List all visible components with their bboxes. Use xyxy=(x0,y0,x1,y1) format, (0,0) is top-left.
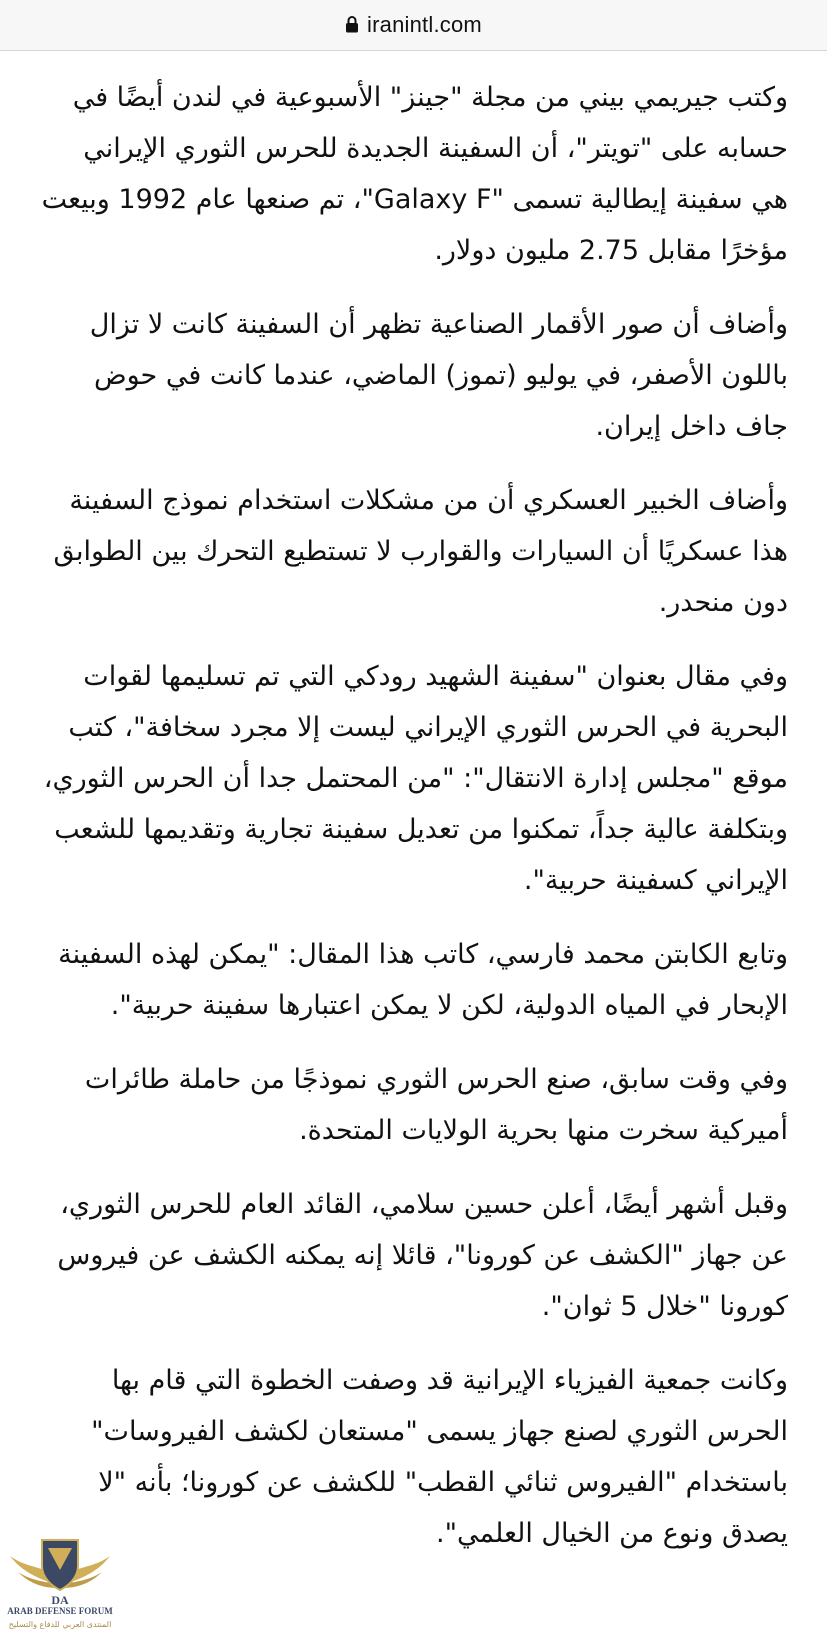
article-paragraph: وتابع الكابتن محمد فارسي، كاتب هذا المقال: "يمكن لهذه السفينة الإبحار في المياه الدولية، لكن لا يمكن اعتبارها سفينة حربية". xyxy=(58,939,788,1021)
address-bar[interactable] xyxy=(0,0,827,51)
watermark-logo xyxy=(4,1526,116,1638)
watermark-title: ARAB DEFENSE FORUM xyxy=(7,1606,113,1616)
article-paragraph: وأضاف الخبير العسكري أن من مشكلات استخدام نموذج السفينة هذا عسكريًا أن السيارات والقوارب لا تستطيع التحرك بين الطوابق دون منحدر. xyxy=(53,485,788,618)
arab-defense-forum-logo xyxy=(4,1526,116,1606)
watermark-subtitle: المنتدى العربي للدفاع والتسليح xyxy=(8,1620,112,1629)
article-paragraph: وكتب جيريمي بيني من مجلة "جينز" الأسبوعية في لندن أيضًا في حسابه على "تويتر"، أن السفينة الجديدة للحرس الثوري الإيراني هي سفينة إيطالية تسمى "Galaxy F"، تم صنعها عام 1992 وبيعت مؤخرًا مقابل 2.75 مليون دولار. xyxy=(41,82,788,266)
article-paragraph: وكانت جمعية الفيزياء الإيرانية قد وصفت الخطوة التي قام بها الحرس الثوري لصنع جهاز يسمى "مستعان لكشف الفيروسات" باستخدام "الفيروس ثنائي القطب" للكشف عن كورونا؛ بأنه "لا يصدق ونوع من الخيال العلمي". xyxy=(91,1365,788,1549)
lock-icon xyxy=(345,15,359,33)
article-paragraph: وأضاف أن صور الأقمار الصناعية تظهر أن السفينة كانت لا تزال باللون الأصفر، في يوليو (تموز) الماضي، عندما كانت في حوض جاف داخل إيران. xyxy=(89,309,788,442)
article-paragraph: وفي مقال بعنوان "سفينة الشهيد رودكي التي تم تسليمها لقوات البحرية في الحرس الثوري الإيراني ليست إلا مجرد سخافة"، كتب موقع "مجلس إدارة الانتقال": "من المحتمل جدا أن الحرس الثوري، وبتكلفة عالية جداً، تمكنوا من تعديل سفينة تجارية وتقديمها للشعب الإيراني كسفينة حربية". xyxy=(43,661,788,896)
url-text[interactable]: iranintl.com xyxy=(367,12,482,37)
article-paragraph: وقبل أشهر أيضًا، أعلن حسين سلامي، القائد العام للحرس الثوري، عن جهاز "الكشف عن كورونا"، قائلا إنه يمكنه الكشف عن فيروس كورونا "خلال 5 ثوان". xyxy=(57,1189,788,1322)
article-paragraph: وفي وقت سابق، صنع الحرس الثوري نموذجًا من حاملة طائرات أميركية سخرت منها بحرية الولايات المتحدة. xyxy=(84,1064,788,1146)
article-body xyxy=(40,72,788,1582)
watermark-initials: DA xyxy=(51,1593,69,1606)
